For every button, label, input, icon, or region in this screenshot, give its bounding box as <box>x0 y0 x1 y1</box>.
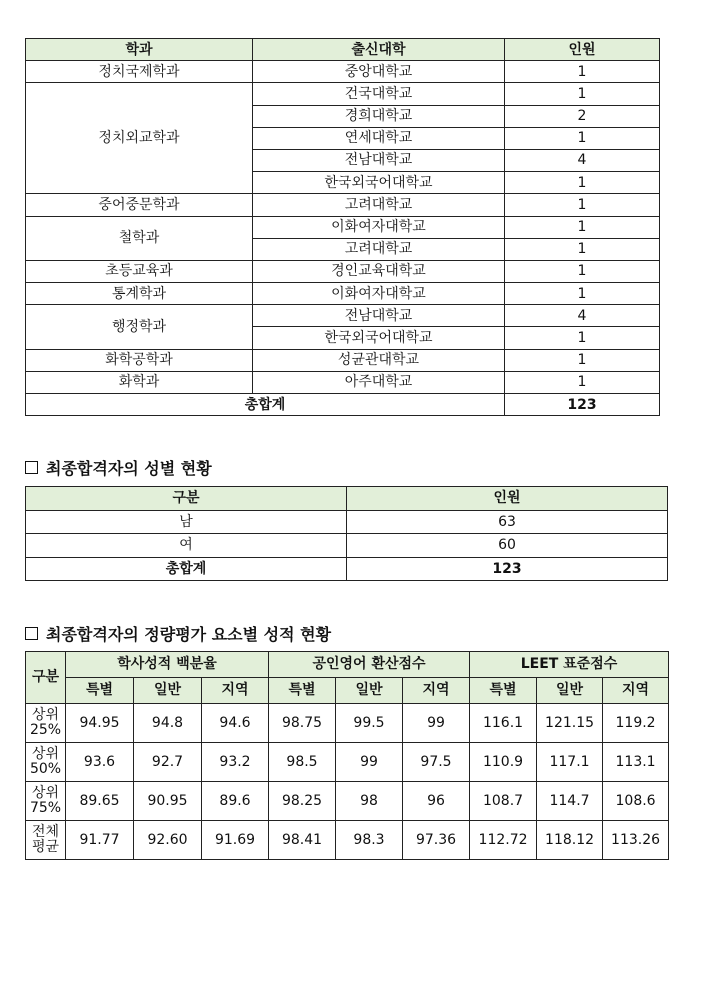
table-row <box>26 349 660 371</box>
subheader-cell: 특별 <box>66 678 134 704</box>
score-cell: 99 <box>403 704 470 743</box>
count-cell: 1 <box>505 283 660 305</box>
score-cell: 91.69 <box>202 821 269 860</box>
university-cell: 경인교육대학교 <box>253 260 505 282</box>
university-cell: 경희대학교 <box>253 105 505 127</box>
score-cell: 99 <box>336 743 403 782</box>
checkbox-square-icon <box>25 461 38 474</box>
subheader-cell: 일반 <box>134 678 202 704</box>
table-row <box>26 782 669 821</box>
university-cell: 고려대학교 <box>253 238 505 260</box>
dept-cell: 정치외교학과 <box>26 83 253 194</box>
score-cell: 119.2 <box>603 704 669 743</box>
count-cell: 1 <box>505 61 660 83</box>
university-cell: 건국대학교 <box>253 83 505 105</box>
gender-label: 여 <box>26 534 347 558</box>
score-cell: 117.1 <box>537 743 603 782</box>
total-value: 123 <box>347 557 668 581</box>
university-cell: 중앙대학교 <box>253 61 505 83</box>
header-university: 출신대학 <box>253 39 505 61</box>
score-cell: 98.41 <box>269 821 336 860</box>
count-cell: 1 <box>505 371 660 393</box>
gender-table <box>25 486 668 581</box>
total-label: 총합계 <box>26 394 505 416</box>
total-row <box>26 394 660 416</box>
subheader-cell: 지역 <box>403 678 470 704</box>
score-cell: 92.60 <box>134 821 202 860</box>
score-cell: 110.9 <box>470 743 537 782</box>
table-row <box>26 534 668 558</box>
score-cell: 99.5 <box>336 704 403 743</box>
score-cell: 89.6 <box>202 782 269 821</box>
university-cell: 고려대학교 <box>253 194 505 216</box>
score-cell: 108.7 <box>470 782 537 821</box>
count-cell: 1 <box>505 349 660 371</box>
score-cell: 91.77 <box>66 821 134 860</box>
score-cell: 93.6 <box>66 743 134 782</box>
table-row <box>26 704 669 743</box>
count-cell: 1 <box>505 216 660 238</box>
header-corner: 구분 <box>26 652 66 704</box>
count-cell: 1 <box>505 172 660 194</box>
score-cell: 113.26 <box>603 821 669 860</box>
score-cell: 98.3 <box>336 821 403 860</box>
table-row <box>26 305 660 327</box>
count-cell: 4 <box>505 305 660 327</box>
score-cell: 97.5 <box>403 743 470 782</box>
univ-distribution-table <box>25 38 660 416</box>
dept-cell: 중어중문학과 <box>26 194 253 216</box>
row-label: 상위 50% <box>26 743 66 782</box>
university-cell: 성균관대학교 <box>253 349 505 371</box>
score-cell: 97.36 <box>403 821 470 860</box>
score-cell: 98 <box>336 782 403 821</box>
table-row <box>26 510 668 534</box>
count-cell: 1 <box>505 238 660 260</box>
score-cell: 96 <box>403 782 470 821</box>
table-row <box>26 194 660 216</box>
table-row <box>26 283 660 305</box>
subheader-cell: 특별 <box>470 678 537 704</box>
university-cell: 아주대학교 <box>253 371 505 393</box>
university-cell: 전남대학교 <box>253 149 505 171</box>
dept-cell: 통계학과 <box>26 283 253 305</box>
score-cell: 93.2 <box>202 743 269 782</box>
score-cell: 94.95 <box>66 704 134 743</box>
header-group-leet: LEET 표준점수 <box>470 652 669 678</box>
count-cell: 2 <box>505 105 660 127</box>
score-cell: 94.8 <box>134 704 202 743</box>
subheader-cell: 일반 <box>336 678 403 704</box>
count-cell: 1 <box>505 327 660 349</box>
table-row <box>26 260 660 282</box>
score-cell: 116.1 <box>470 704 537 743</box>
gender-section-title: 최종합격자의 성별 현황 <box>25 456 212 479</box>
score-cell: 92.7 <box>134 743 202 782</box>
count-cell: 1 <box>505 194 660 216</box>
university-cell: 전남대학교 <box>253 305 505 327</box>
row-label: 전체 평균 <box>26 821 66 860</box>
score-cell: 98.5 <box>269 743 336 782</box>
gender-label: 남 <box>26 510 347 534</box>
table-row <box>26 743 669 782</box>
score-cell: 118.12 <box>537 821 603 860</box>
university-cell: 연세대학교 <box>253 127 505 149</box>
dept-cell: 철학과 <box>26 216 253 260</box>
dept-cell: 화학공학과 <box>26 349 253 371</box>
dept-cell: 화학과 <box>26 371 253 393</box>
university-cell: 이화여자대학교 <box>253 216 505 238</box>
score-cell: 114.7 <box>537 782 603 821</box>
university-cell: 한국외국어대학교 <box>253 172 505 194</box>
row-label: 상위 75% <box>26 782 66 821</box>
table-row <box>26 371 660 393</box>
total-label: 총합계 <box>26 557 347 581</box>
score-cell: 98.75 <box>269 704 336 743</box>
header-count: 인원 <box>505 39 660 61</box>
count-cell: 1 <box>505 83 660 105</box>
subheader-cell: 일반 <box>537 678 603 704</box>
score-cell: 94.6 <box>202 704 269 743</box>
subheader-cell: 지역 <box>603 678 669 704</box>
table-row <box>26 61 660 83</box>
dept-cell: 정치국제학과 <box>26 61 253 83</box>
score-cell: 98.25 <box>269 782 336 821</box>
score-cell: 108.6 <box>603 782 669 821</box>
gender-count: 60 <box>347 534 668 558</box>
table-row <box>26 83 660 105</box>
gender-count: 63 <box>347 510 668 534</box>
table-row <box>26 821 669 860</box>
row-label: 상위 25% <box>26 704 66 743</box>
header-dept: 학과 <box>26 39 253 61</box>
count-cell: 1 <box>505 260 660 282</box>
header-group-gpa: 학사성적 백분율 <box>66 652 269 678</box>
count-cell: 4 <box>505 149 660 171</box>
total-row <box>26 557 668 581</box>
dept-cell: 초등교육과 <box>26 260 253 282</box>
table-row <box>26 216 660 238</box>
total-value: 123 <box>505 394 660 416</box>
score-cell: 90.95 <box>134 782 202 821</box>
score-cell: 112.72 <box>470 821 537 860</box>
dept-cell: 행정학과 <box>26 305 253 349</box>
subheader-cell: 특별 <box>269 678 336 704</box>
count-cell: 1 <box>505 127 660 149</box>
scores-section-title: 최종합격자의 정량평가 요소별 성적 현황 <box>25 622 331 645</box>
university-cell: 이화여자대학교 <box>253 283 505 305</box>
header-count: 인원 <box>347 487 668 511</box>
subheader-cell: 지역 <box>202 678 269 704</box>
header-category: 구분 <box>26 487 347 511</box>
score-cell: 113.1 <box>603 743 669 782</box>
checkbox-square-icon <box>25 627 38 640</box>
university-cell: 한국외국어대학교 <box>253 327 505 349</box>
scores-table <box>25 651 669 860</box>
score-cell: 121.15 <box>537 704 603 743</box>
header-group-english: 공인영어 환산점수 <box>269 652 470 678</box>
score-cell: 89.65 <box>66 782 134 821</box>
